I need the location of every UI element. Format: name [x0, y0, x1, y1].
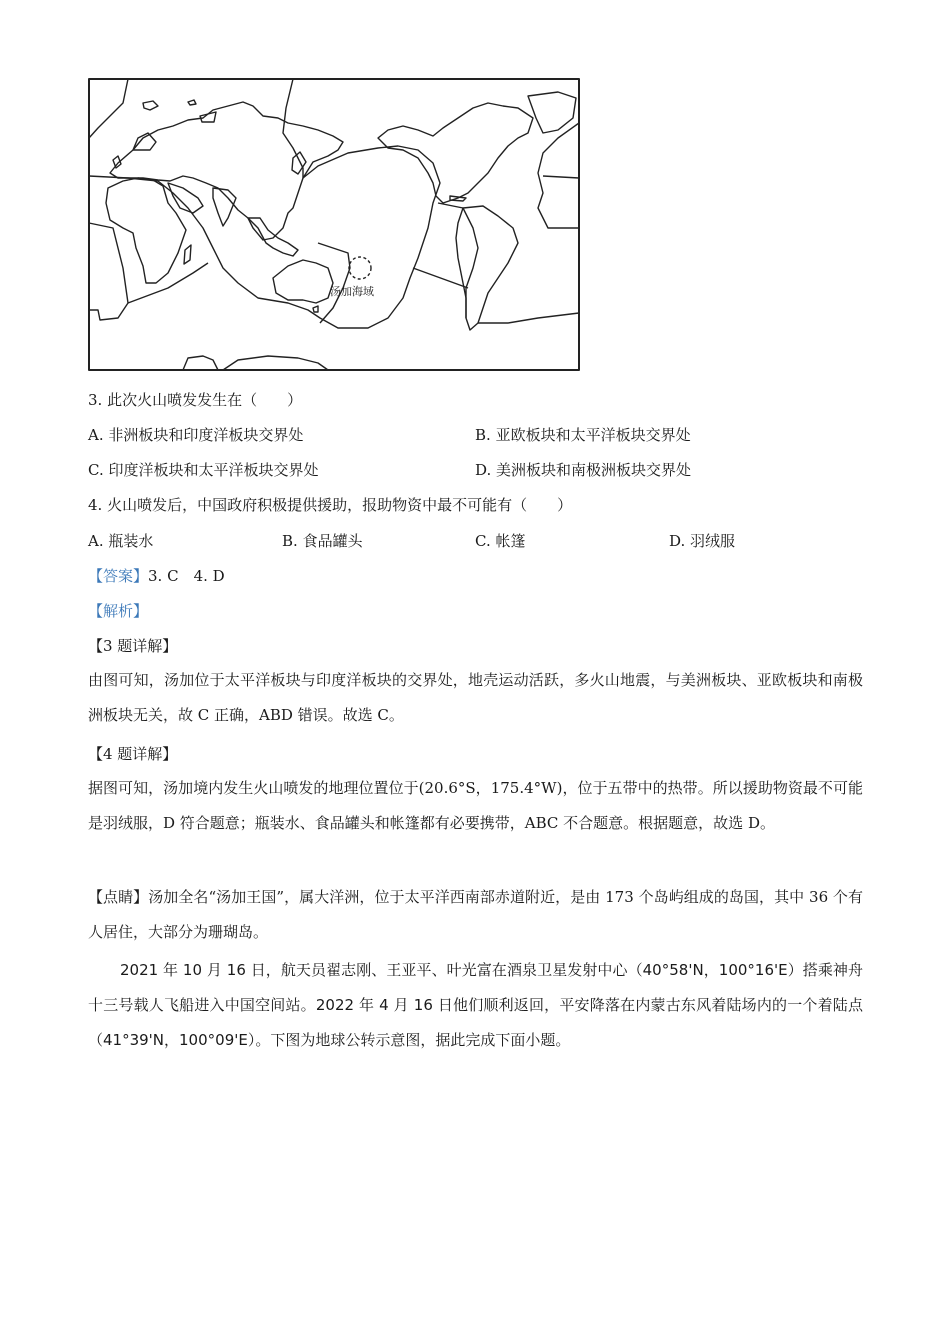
option-letter: C. [475, 532, 491, 550]
q4-option-b[interactable] [282, 531, 363, 551]
option-letter: C. [88, 461, 104, 479]
q3-detail-title: 【3 题详解】 [88, 637, 178, 655]
britain-outline [113, 156, 121, 168]
option-text: 帐篷 [495, 532, 526, 550]
southeast-asia-outline [248, 218, 298, 256]
answer-line [88, 566, 225, 586]
q3-stem: 3. 此次火山喷发发生在（ ） [88, 391, 303, 409]
option-letter: B. [475, 426, 491, 444]
q3-option-b[interactable] [475, 425, 691, 445]
analysis-label: 【解析】 [88, 602, 149, 620]
tasmania-outline [313, 306, 318, 312]
madagascar-outline [184, 245, 191, 264]
q4-stem: 4. 火山喷发后，中国政府积极提供援助，报助物资中最不可能有（ ） [88, 496, 573, 514]
tonga-dashed-circle [349, 257, 371, 279]
q4-option-d[interactable] [669, 531, 735, 551]
option-text: 食品罐头 [302, 532, 363, 550]
greenland-outline [528, 92, 576, 133]
australia-outline [273, 260, 333, 303]
option-text: 美洲板块和南极洲板块交界处 [496, 461, 692, 479]
next-question-intro: 2021 年 10 月 16 日，航天员翟志刚、王亚平、叶光富在酒泉卫星发射中心（40°58'N，100°16'E）搭乘神舟十三号载人飞船进入中国空间站。2022 年 4 月 16 日他们顺利返回，平安降落在内蒙古东风着陆场内的一个着陆点（41°39'N，100°09'E）。下图为地球公转示意图，据此完成下面小题。 [88, 961, 863, 1049]
scandinavia-outline [133, 133, 156, 150]
q4-option-c[interactable] [475, 531, 526, 551]
tip-paragraph [88, 880, 863, 950]
plate-boundary-map [88, 78, 580, 371]
q4-option-a[interactable] [88, 531, 153, 551]
q3-option-c[interactable] [88, 460, 319, 480]
option-text: 羽绒服 [690, 532, 736, 550]
option-text: 非洲板块和印度洋板块交界处 [108, 426, 304, 444]
option-letter: D. [475, 461, 492, 479]
arctic-island [143, 101, 158, 110]
option-text: 亚欧板块和太平洋板块交界处 [495, 426, 691, 444]
option-letter: B. [282, 532, 298, 550]
japan-outline [292, 152, 306, 174]
q3-option-d[interactable] [475, 460, 691, 480]
plate-boundary [318, 243, 350, 323]
q4-detail-title: 【4 题详解】 [88, 745, 178, 763]
plate-boundary [89, 223, 128, 320]
answer-value: 3. C 4. D [148, 567, 225, 585]
plate-boundary [89, 79, 128, 138]
option-text: 瓶装水 [108, 532, 154, 550]
option-letter: D. [669, 532, 686, 550]
option-text: 印度洋板块和太平洋板块交界处 [108, 461, 319, 479]
arctic-island [188, 100, 196, 105]
plate-boundary [478, 313, 579, 323]
arctic-island [200, 112, 216, 122]
antarctica-outline [183, 356, 218, 370]
option-letter: A. [88, 532, 104, 550]
tip-body: 汤加全名“汤加王国”，属大洋洲，位于太平洋西南部赤道附近，是由 173 个岛屿组成的岛国，其中 36 个有人居住，大部分为珊瑚岛。 [88, 888, 863, 941]
plate-boundary [128, 263, 208, 303]
q3-detail-body: 由图可知，汤加位于太平洋板块与印度洋板块的交界处，地壳运动活跃，多火山地震，与美洲板块、亚欧板块和南极洲板块无关，故 C 正确，ABD 错误。故选 C。 [88, 671, 863, 724]
tonga-label: 汤加海域 [330, 285, 374, 298]
q4-detail-body: 据图可知，汤加境内发生火山喷发的地理位置位于(20.6°S，175.4°W)，位于五带中的热带。所以援助物资最不可能是羽绒服，D 符合题意；瓶装水、食品罐头和帐篷都有必要携带，ABC 不合题意。根据题意，故选 D。 [88, 779, 863, 832]
plate-boundary [413, 268, 468, 288]
antarctica-outline [223, 356, 328, 370]
north-america-outline [378, 103, 533, 203]
option-letter: A. [88, 426, 104, 444]
q3-option-a[interactable] [88, 425, 303, 445]
tip-label: 【点睛】 [88, 888, 149, 906]
answer-label: 【答案】 [88, 567, 149, 585]
plate-boundary [543, 176, 579, 178]
